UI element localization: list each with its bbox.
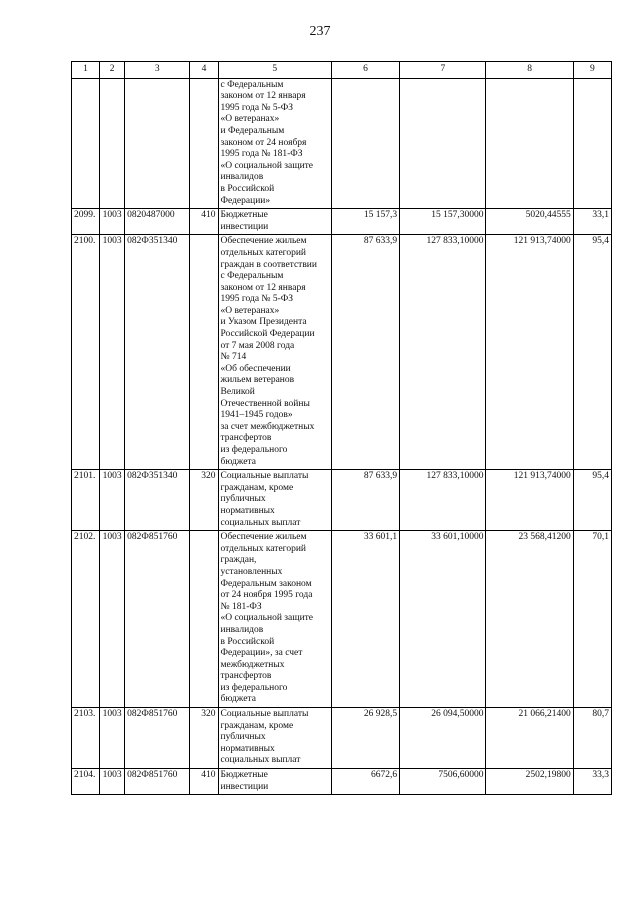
section-code: 1003 (100, 531, 125, 708)
value-col-6: 87 633,9 (331, 470, 399, 531)
column-header: 7 (400, 62, 486, 79)
value-col-7: 33 601,10000 (400, 531, 486, 708)
value-col-7 (400, 78, 486, 209)
value-col-8 (486, 78, 573, 209)
percent-value: 33,3 (573, 769, 611, 795)
table-row (72, 708, 612, 769)
target-article-code: 082Ф851760 (125, 531, 190, 708)
target-article-code (125, 78, 190, 209)
expense-type-code: 410 (190, 209, 218, 235)
percent-value: 33,1 (573, 209, 611, 235)
expense-type-code: 410 (190, 769, 218, 795)
value-col-8: 121 913,74000 (486, 235, 573, 470)
expense-type-code: 320 (190, 470, 218, 531)
expense-type-code (190, 531, 218, 708)
table-row (72, 470, 612, 531)
table-row (72, 235, 612, 470)
column-header: 6 (331, 62, 399, 79)
expense-type-code (190, 235, 218, 470)
row-number: 2101. (72, 470, 100, 531)
target-article-code: 082Ф351340 (125, 235, 190, 470)
value-col-6 (331, 78, 399, 209)
percent-value (573, 78, 611, 209)
target-article-code: 082Ф851760 (125, 708, 190, 769)
table-header-row (72, 62, 612, 79)
percent-value: 80,7 (573, 708, 611, 769)
value-col-8: 23 568,41200 (486, 531, 573, 708)
column-header: 4 (190, 62, 218, 79)
expense-type-code: 320 (190, 708, 218, 769)
item-description: Бюджетные инвестиции (218, 209, 331, 235)
value-col-8: 121 913,74000 (486, 470, 573, 531)
table-row (72, 209, 612, 235)
section-code (100, 78, 125, 209)
percent-value: 70,1 (573, 531, 611, 708)
table-row (72, 531, 612, 708)
section-code: 1003 (100, 708, 125, 769)
item-description: Социальные выплаты гражданам, кроме публичных нормативных социальных выплат (218, 708, 331, 769)
column-header: 1 (72, 62, 100, 79)
section-code: 1003 (100, 769, 125, 795)
value-col-6: 6672,6 (331, 769, 399, 795)
value-col-8: 2502,19800 (486, 769, 573, 795)
value-col-6: 26 928,5 (331, 708, 399, 769)
percent-value: 95,4 (573, 470, 611, 531)
column-header: 2 (100, 62, 125, 79)
item-description: Обеспечение жильем отдельных категорий граждан в соответствии с Федеральным законом от 12 января 1995 года № 5-ФЗ «О ветеранах» и Указом Президента Российской Федерации от 7 мая 2008 года № 714 «Об обеспечении жильем ветеранов Великой Отечественной войны 1941–1945 годов» за счет межбюджетных трансфертов из федерального бюджета (218, 235, 331, 470)
value-col-7: 15 157,30000 (400, 209, 486, 235)
row-number: 2103. (72, 708, 100, 769)
row-number: 2104. (72, 769, 100, 795)
value-col-6: 87 633,9 (331, 235, 399, 470)
section-code: 1003 (100, 470, 125, 531)
column-header: 3 (125, 62, 190, 79)
value-col-7: 127 833,10000 (400, 470, 486, 531)
target-article-code: 082Ф351340 (125, 470, 190, 531)
row-number: 2102. (72, 531, 100, 708)
section-code: 1003 (100, 235, 125, 470)
target-article-code: 0820487000 (125, 209, 190, 235)
value-col-7: 127 833,10000 (400, 235, 486, 470)
column-header: 5 (218, 62, 331, 79)
row-number (72, 78, 100, 209)
item-description: Социальные выплаты гражданам, кроме публичных нормативных социальных выплат (218, 470, 331, 531)
value-col-6: 33 601,1 (331, 531, 399, 708)
table-row (72, 769, 612, 795)
value-col-7: 26 094,50000 (400, 708, 486, 769)
value-col-6: 15 157,3 (331, 209, 399, 235)
target-article-code: 082Ф851760 (125, 769, 190, 795)
table-row (72, 78, 612, 209)
column-header: 9 (573, 62, 611, 79)
row-number: 2100. (72, 235, 100, 470)
section-code: 1003 (100, 209, 125, 235)
column-header: 8 (486, 62, 573, 79)
expense-type-code (190, 78, 218, 209)
value-col-7: 7506,60000 (400, 769, 486, 795)
value-col-8: 21 066,21400 (486, 708, 573, 769)
item-description: с Федеральным законом от 12 января 1995 года № 5-ФЗ «О ветеранах» и Федеральным законом от 24 ноября 1995 года № 181-ФЗ «О социальной защите инвалидов в Российской Федерации» (218, 78, 331, 209)
value-col-8: 5020,44555 (486, 209, 573, 235)
item-description: Обеспечение жильем отдельных категорий граждан, установленных Федеральным законом от 24 ноября 1995 года № 181-ФЗ «О социальной защите инвалидов в Российской Федерации», за счет межбюджетных трансфертов из федерального бюджета (218, 531, 331, 708)
percent-value: 95,4 (573, 235, 611, 470)
page-number: 237 (309, 24, 331, 39)
budget-table (71, 61, 612, 795)
row-number: 2099. (72, 209, 100, 235)
item-description: Бюджетные инвестиции (218, 769, 331, 795)
